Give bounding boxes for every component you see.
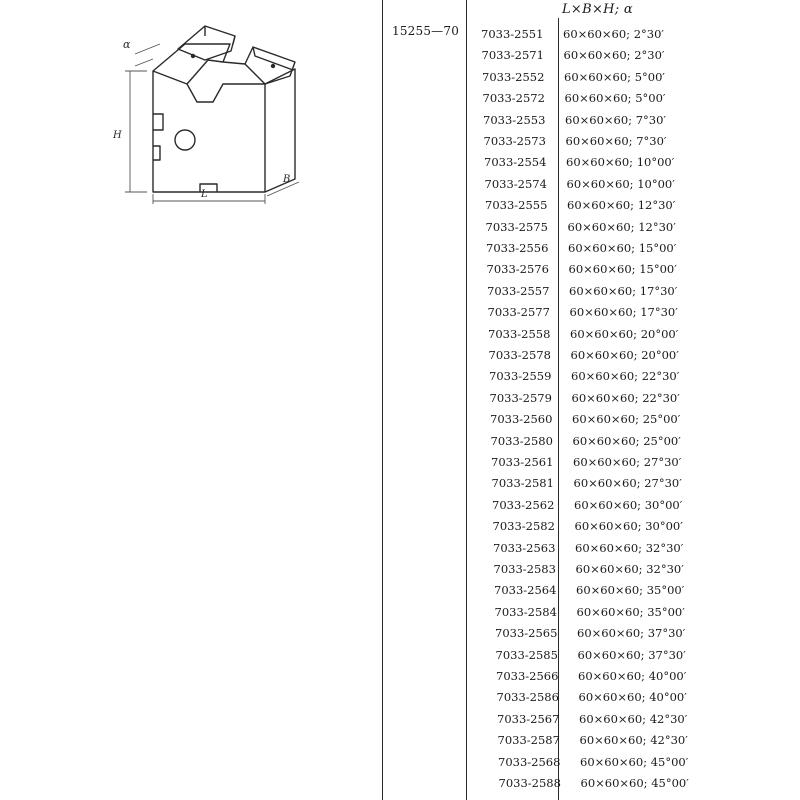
- product-code: 7033-2575: [485, 219, 548, 234]
- dimension-spec: 60×60×60; 15°00′: [568, 241, 677, 255]
- dimension-spec: 60×60×60; 25°00′: [572, 433, 681, 448]
- block-front-face: [153, 71, 265, 192]
- product-code: 7033-2567: [497, 711, 560, 726]
- dimension-spec: 60×60×60; 17°30′: [569, 305, 678, 320]
- dimension-spec: 60×60×60; 30°00′: [574, 519, 683, 534]
- dimension-spec: 60×60×60; 2°30′: [563, 27, 665, 41]
- product-code: 7033-2573: [483, 134, 546, 148]
- product-code: 7033-2577: [487, 305, 550, 320]
- product-code: 7033-2551: [481, 27, 544, 41]
- product-code: 7033-2563: [493, 540, 556, 555]
- dimension-spec: 60×60×60; 15°00′: [568, 262, 677, 277]
- product-code: 7033-2555: [485, 198, 548, 213]
- dimension-spec: 60×60×60; 5°00′: [564, 91, 666, 106]
- table-left-rule: [382, 0, 383, 800]
- product-code: 7033-2554: [484, 155, 547, 170]
- dimension-spec: 60×60×60; 45°00′: [580, 776, 689, 790]
- product-code: 7033-2578: [488, 348, 551, 362]
- product-code: 7033-2584: [494, 604, 557, 619]
- breadth-label: B: [283, 174, 291, 185]
- product-code: 7033-2588: [498, 776, 561, 790]
- product-code: 7033-2553: [483, 112, 546, 127]
- product-code: 7033-2580: [490, 433, 553, 448]
- block-side-face: [265, 69, 295, 192]
- product-code: 7033-2558: [488, 326, 551, 341]
- product-code: 7033-2560: [490, 412, 553, 427]
- dimension-spec: 60×60×60; 30°00′: [574, 497, 683, 512]
- dimension-spec: 60×60×60; 35°00′: [576, 583, 685, 598]
- block-hole: [175, 130, 195, 150]
- table-header: L×B×H; α: [562, 2, 633, 17]
- product-code: 7033-2556: [486, 241, 549, 255]
- dimension-spec: 60×60×60; 20°00′: [570, 326, 679, 341]
- dimension-spec: 60×60×60; 35°00′: [576, 604, 685, 619]
- dimension-spec: 60×60×60; 10°00′: [566, 155, 675, 170]
- product-code: 7033-2581: [491, 476, 554, 491]
- dimension-spec: 60×60×60; 7°30′: [565, 134, 667, 148]
- product-code: 7033-2559: [489, 369, 552, 384]
- length-label: L: [201, 189, 208, 200]
- dimension-spec: 60×60×60; 42°30′: [579, 733, 688, 748]
- product-code: 7033-2583: [493, 562, 556, 576]
- dimension-spec: 60×60×60; 22°30′: [571, 390, 680, 405]
- dimension-spec: 60×60×60; 42°30′: [579, 711, 688, 726]
- product-code: 7033-2576: [486, 262, 549, 277]
- product-code: 7033-2565: [495, 626, 558, 641]
- product-code: 7033-2557: [487, 283, 550, 298]
- dimension-spec: 60×60×60; 12°30′: [567, 198, 676, 213]
- v-block-drawing: [105, 14, 305, 204]
- code-column-rule: [466, 0, 467, 800]
- product-code: 7033-2582: [492, 519, 555, 534]
- dimension-spec: 60×60×60; 40°00′: [578, 669, 687, 683]
- dimension-spec: 60×60×60; 20°00′: [570, 348, 679, 362]
- dimension-spec: 60×60×60; 27°30′: [573, 455, 682, 469]
- product-code: 7033-2587: [497, 733, 560, 748]
- product-code: 7033-2552: [482, 69, 545, 84]
- product-code: 7033-2568: [498, 754, 561, 769]
- dimension-spec: 60×60×60; 32°30′: [575, 562, 684, 576]
- height-label: H: [113, 130, 122, 141]
- product-code: 7033-2571: [481, 48, 544, 63]
- product-code: 7033-2564: [494, 583, 557, 598]
- product-code: 7033-2566: [496, 669, 559, 683]
- alpha-label: α: [123, 38, 131, 51]
- dimension-spec: 60×60×60; 32°30′: [575, 540, 684, 555]
- dimension-spec: 60×60×60; 37°30′: [577, 626, 686, 641]
- dimension-spec: 60×60×60; 22°30′: [571, 369, 680, 384]
- dimension-spec: 60×60×60; 17°30′: [569, 283, 678, 298]
- dimension-spec: 60×60×60; 25°00′: [572, 412, 681, 427]
- standard-number: 15255—70: [392, 24, 460, 38]
- dimension-spec: 60×60×60; 37°30′: [577, 647, 686, 662]
- dimension-spec: 60×60×60; 5°00′: [564, 69, 666, 84]
- product-code: 7033-2579: [489, 390, 552, 405]
- dimension-spec: 60×60×60; 7°30′: [565, 112, 667, 127]
- dimension-spec: 60×60×60; 10°00′: [566, 176, 675, 191]
- dimension-spec: 60×60×60; 2°30′: [563, 48, 665, 63]
- dimension-spec: 60×60×60; 45°00′: [580, 754, 689, 769]
- dimension-spec: 60×60×60; 12°30′: [567, 219, 676, 234]
- dimension-spec: 60×60×60; 40°00′: [578, 690, 687, 705]
- product-code: 7033-2561: [491, 455, 554, 469]
- product-code: 7033-2585: [495, 647, 558, 662]
- product-code: 7033-2572: [482, 91, 545, 106]
- product-code: 7033-2586: [496, 690, 559, 705]
- dimension-spec: 60×60×60; 27°30′: [573, 476, 682, 491]
- product-code: 7033-2574: [484, 176, 547, 191]
- product-code: 7033-2562: [492, 497, 555, 512]
